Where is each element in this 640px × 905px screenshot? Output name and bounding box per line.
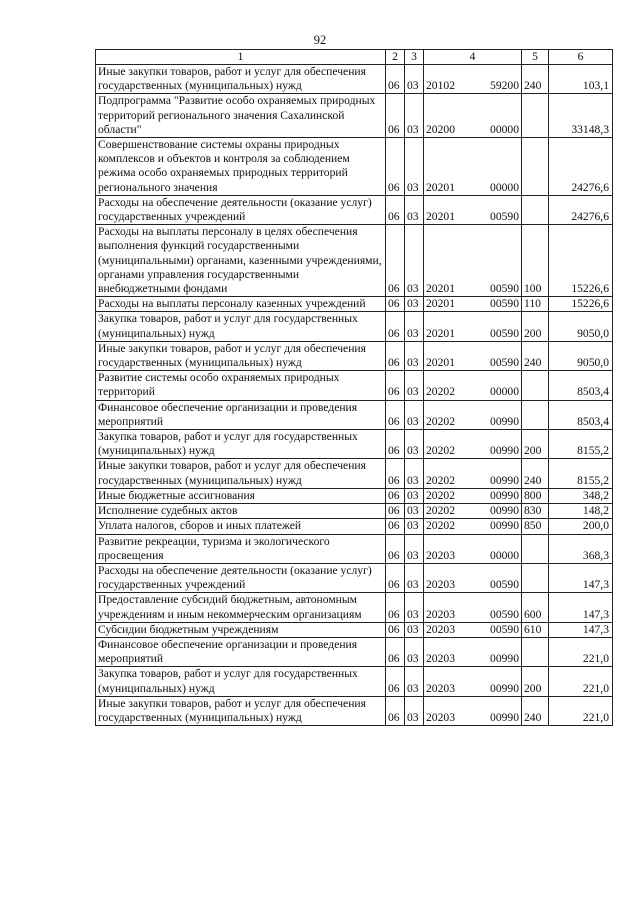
row-section: 06 [386, 400, 405, 429]
row-subsection: 03 [405, 504, 424, 519]
row-name: Подпрограмма "Развитие особо охраняемых природных территорий регионального значения Сахалинской области" [96, 94, 386, 138]
budget-table [95, 49, 613, 726]
row-target-article-program: 20201 [426, 180, 455, 194]
row-name: Иные закупки товаров, работ и услуг для обеспечения государственных (муниципальных) нужд [96, 341, 386, 370]
row-subsection: 03 [405, 371, 424, 400]
row-section: 06 [386, 195, 405, 224]
row-expense-type: 610 [522, 622, 549, 637]
row-target-article-program: 20203 [426, 681, 455, 695]
row-target-article-direction: 00990 [490, 519, 519, 533]
row-expense-type [522, 563, 549, 592]
table-row [96, 622, 613, 637]
row-target-article [424, 371, 522, 400]
row-target-article-program: 20203 [426, 710, 455, 724]
table-row [96, 534, 613, 563]
row-expense-type [522, 637, 549, 666]
row-expense-type: 200 [522, 430, 549, 459]
row-expense-type [522, 138, 549, 196]
row-section: 06 [386, 371, 405, 400]
row-target-article-program: 20203 [426, 652, 455, 666]
row-amount: 221,0 [549, 667, 613, 696]
row-amount: 348,2 [549, 488, 613, 503]
row-target-article-program: 20203 [426, 607, 455, 621]
row-subsection: 03 [405, 667, 424, 696]
table-row [96, 195, 613, 224]
row-name: Иные закупки товаров, работ и услуг для обеспечения государственных (муниципальных) нужд [96, 696, 386, 725]
row-expense-type [522, 534, 549, 563]
table-row [96, 94, 613, 138]
row-amount: 221,0 [549, 696, 613, 725]
row-section: 06 [386, 341, 405, 370]
table-row [96, 459, 613, 488]
row-target-article-direction: 00590 [490, 607, 519, 621]
row-target-article-direction: 00990 [490, 488, 519, 502]
row-subsection: 03 [405, 195, 424, 224]
row-subsection: 03 [405, 430, 424, 459]
row-target-article-program: 20201 [426, 326, 455, 340]
table-row [96, 488, 613, 503]
row-expense-type: 240 [522, 341, 549, 370]
table-row [96, 225, 613, 297]
row-section: 06 [386, 696, 405, 725]
row-expense-type: 850 [522, 519, 549, 534]
row-target-article-program: 20102 [426, 79, 455, 93]
table-row [96, 341, 613, 370]
row-target-article [424, 504, 522, 519]
row-name: Предоставление субсидий бюджетным, автономным учреждениям и иным некоммерческим организациям [96, 593, 386, 622]
row-amount: 200,0 [549, 519, 613, 534]
row-target-article-direction: 59200 [490, 79, 519, 93]
row-section: 06 [386, 519, 405, 534]
table-row [96, 504, 613, 519]
row-subsection: 03 [405, 297, 424, 312]
row-amount: 368,3 [549, 534, 613, 563]
row-target-article-direction: 00590 [490, 578, 519, 592]
row-subsection: 03 [405, 488, 424, 503]
row-amount: 8155,2 [549, 430, 613, 459]
row-section: 06 [386, 430, 405, 459]
row-target-article-direction: 00590 [490, 326, 519, 340]
row-target-article-program: 20203 [426, 548, 455, 562]
row-name: Финансовое обеспечение организации и проведения мероприятий [96, 637, 386, 666]
row-section: 06 [386, 65, 405, 94]
row-name: Субсидии бюджетным учреждениям [96, 622, 386, 637]
row-target-article [424, 400, 522, 429]
row-amount: 221,0 [549, 637, 613, 666]
row-subsection: 03 [405, 593, 424, 622]
row-target-article-direction: 00990 [490, 444, 519, 458]
row-name: Иные бюджетные ассигнования [96, 488, 386, 503]
row-amount: 103,1 [549, 65, 613, 94]
row-target-article-program: 20201 [426, 282, 455, 296]
row-expense-type [522, 400, 549, 429]
row-target-article-program: 20203 [426, 578, 455, 592]
row-amount: 148,2 [549, 504, 613, 519]
row-target-article [424, 430, 522, 459]
row-target-article-direction: 00590 [490, 622, 519, 636]
row-target-article [424, 312, 522, 341]
row-amount: 33148,3 [549, 94, 613, 138]
row-target-article-direction: 00990 [490, 414, 519, 428]
row-target-article [424, 459, 522, 488]
row-target-article-program: 20201 [426, 210, 455, 224]
row-target-article-direction: 00000 [490, 385, 519, 399]
page-number: 92 [313, 33, 327, 47]
header-cell: 6 [549, 50, 613, 65]
row-name: Исполнение судебных актов [96, 504, 386, 519]
row-target-article [424, 622, 522, 637]
row-target-article-direction: 00590 [490, 356, 519, 370]
row-expense-type: 240 [522, 65, 549, 94]
table-row [96, 312, 613, 341]
table-row [96, 430, 613, 459]
row-target-article-direction: 00000 [490, 180, 519, 194]
table-row [96, 519, 613, 534]
row-section: 06 [386, 225, 405, 297]
row-expense-type: 100 [522, 225, 549, 297]
row-target-article-program: 20201 [426, 297, 455, 311]
row-amount: 15226,6 [549, 225, 613, 297]
row-target-article [424, 297, 522, 312]
row-section: 06 [386, 297, 405, 312]
row-section: 06 [386, 667, 405, 696]
row-subsection: 03 [405, 459, 424, 488]
row-target-article-program: 20203 [426, 622, 455, 636]
row-amount: 147,3 [549, 563, 613, 592]
row-target-article [424, 94, 522, 138]
row-target-article-program: 20202 [426, 519, 455, 533]
row-target-article-direction: 00990 [490, 504, 519, 518]
row-section: 06 [386, 312, 405, 341]
row-target-article-program: 20202 [426, 504, 455, 518]
row-section: 06 [386, 504, 405, 519]
row-name: Закупка товаров, работ и услуг для государственных (муниципальных) нужд [96, 667, 386, 696]
row-section: 06 [386, 94, 405, 138]
row-target-article-direction: 00000 [490, 122, 519, 136]
row-name: Закупка товаров, работ и услуг для государственных (муниципальных) нужд [96, 430, 386, 459]
row-subsection: 03 [405, 400, 424, 429]
row-section: 06 [386, 637, 405, 666]
row-subsection: 03 [405, 94, 424, 138]
row-section: 06 [386, 459, 405, 488]
row-expense-type: 200 [522, 312, 549, 341]
row-amount: 24276,6 [549, 138, 613, 196]
row-name: Расходы на обеспечение деятельности (оказание услуг) государственных учреждений [96, 563, 386, 592]
table-row [96, 667, 613, 696]
row-name: Расходы на выплаты персоналу казенных учреждений [96, 297, 386, 312]
row-target-article [424, 593, 522, 622]
row-name: Расходы на выплаты персоналу в целях обеспечения выполнения функций государственными (муниципальными) органами, казенными учреждениями, органами управления государственными внебюджетными фондами [96, 225, 386, 297]
row-name: Иные закупки товаров, работ и услуг для обеспечения государственных (муниципальных) нужд [96, 65, 386, 94]
row-section: 06 [386, 488, 405, 503]
row-name: Совершенствование системы охраны природных комплексов и объектов и контроля за соблюдением режима особо охраняемых природных территорий регионального значения [96, 138, 386, 196]
row-name: Финансовое обеспечение организации и проведения мероприятий [96, 400, 386, 429]
row-expense-type: 240 [522, 459, 549, 488]
row-amount: 147,3 [549, 622, 613, 637]
row-amount: 24276,6 [549, 195, 613, 224]
row-target-article [424, 667, 522, 696]
row-target-article-program: 20202 [426, 444, 455, 458]
table-row [96, 138, 613, 196]
row-expense-type: 110 [522, 297, 549, 312]
header-cell: 5 [522, 50, 549, 65]
row-expense-type: 240 [522, 696, 549, 725]
row-subsection: 03 [405, 563, 424, 592]
row-amount: 15226,6 [549, 297, 613, 312]
row-section: 06 [386, 593, 405, 622]
row-target-article-program: 20200 [426, 122, 455, 136]
row-name: Закупка товаров, работ и услуг для государственных (муниципальных) нужд [96, 312, 386, 341]
row-target-article [424, 225, 522, 297]
row-target-article [424, 696, 522, 725]
row-section: 06 [386, 138, 405, 196]
row-target-article [424, 637, 522, 666]
table-row [96, 637, 613, 666]
row-amount: 9050,0 [549, 312, 613, 341]
row-name: Развитие системы особо охраняемых природных территорий [96, 371, 386, 400]
row-expense-type [522, 94, 549, 138]
table-row [96, 400, 613, 429]
table-header-row [96, 50, 613, 65]
row-section: 06 [386, 563, 405, 592]
row-target-article [424, 563, 522, 592]
row-subsection: 03 [405, 696, 424, 725]
header-cell: 2 [386, 50, 405, 65]
row-target-article-direction: 00590 [490, 210, 519, 224]
row-target-article-program: 20202 [426, 414, 455, 428]
table-row [96, 65, 613, 94]
row-subsection: 03 [405, 622, 424, 637]
row-name: Расходы на обеспечение деятельности (оказание услуг) государственных учреждений [96, 195, 386, 224]
row-name: Развитие рекреации, туризма и экологического просвещения [96, 534, 386, 563]
row-target-article-direction: 00000 [490, 548, 519, 562]
header-cell: 3 [405, 50, 424, 65]
row-target-article-program: 20202 [426, 488, 455, 502]
row-expense-type: 800 [522, 488, 549, 503]
row-expense-type: 200 [522, 667, 549, 696]
row-target-article-direction: 00590 [490, 297, 519, 311]
row-amount: 9050,0 [549, 341, 613, 370]
row-expense-type [522, 195, 549, 224]
row-target-article-direction: 00990 [490, 681, 519, 695]
row-target-article-program: 20201 [426, 356, 455, 370]
row-target-article [424, 488, 522, 503]
row-expense-type: 830 [522, 504, 549, 519]
row-target-article [424, 65, 522, 94]
table-row [96, 297, 613, 312]
row-expense-type [522, 371, 549, 400]
row-amount: 8503,4 [549, 371, 613, 400]
row-target-article [424, 341, 522, 370]
row-target-article-program: 20202 [426, 385, 455, 399]
row-subsection: 03 [405, 312, 424, 341]
header-cell: 4 [424, 50, 522, 65]
row-target-article [424, 519, 522, 534]
row-subsection: 03 [405, 225, 424, 297]
row-amount: 147,3 [549, 593, 613, 622]
row-target-article-direction: 00990 [490, 710, 519, 724]
row-target-article [424, 534, 522, 563]
row-amount: 8155,2 [549, 459, 613, 488]
row-target-article-direction: 00990 [490, 473, 519, 487]
row-target-article-program: 20202 [426, 473, 455, 487]
row-section: 06 [386, 534, 405, 563]
row-subsection: 03 [405, 65, 424, 94]
row-subsection: 03 [405, 519, 424, 534]
table-row [96, 696, 613, 725]
row-target-article-direction: 00590 [490, 282, 519, 296]
row-name: Уплата налогов, сборов и иных платежей [96, 519, 386, 534]
row-subsection: 03 [405, 637, 424, 666]
table-row [96, 371, 613, 400]
row-expense-type: 600 [522, 593, 549, 622]
row-subsection: 03 [405, 341, 424, 370]
row-subsection: 03 [405, 138, 424, 196]
row-section: 06 [386, 622, 405, 637]
row-target-article [424, 138, 522, 196]
row-amount: 8503,4 [549, 400, 613, 429]
row-target-article-direction: 00990 [490, 652, 519, 666]
row-target-article [424, 195, 522, 224]
table-row [96, 563, 613, 592]
table-row [96, 593, 613, 622]
header-cell: 1 [96, 50, 386, 65]
row-name: Иные закупки товаров, работ и услуг для обеспечения государственных (муниципальных) нужд [96, 459, 386, 488]
row-subsection: 03 [405, 534, 424, 563]
